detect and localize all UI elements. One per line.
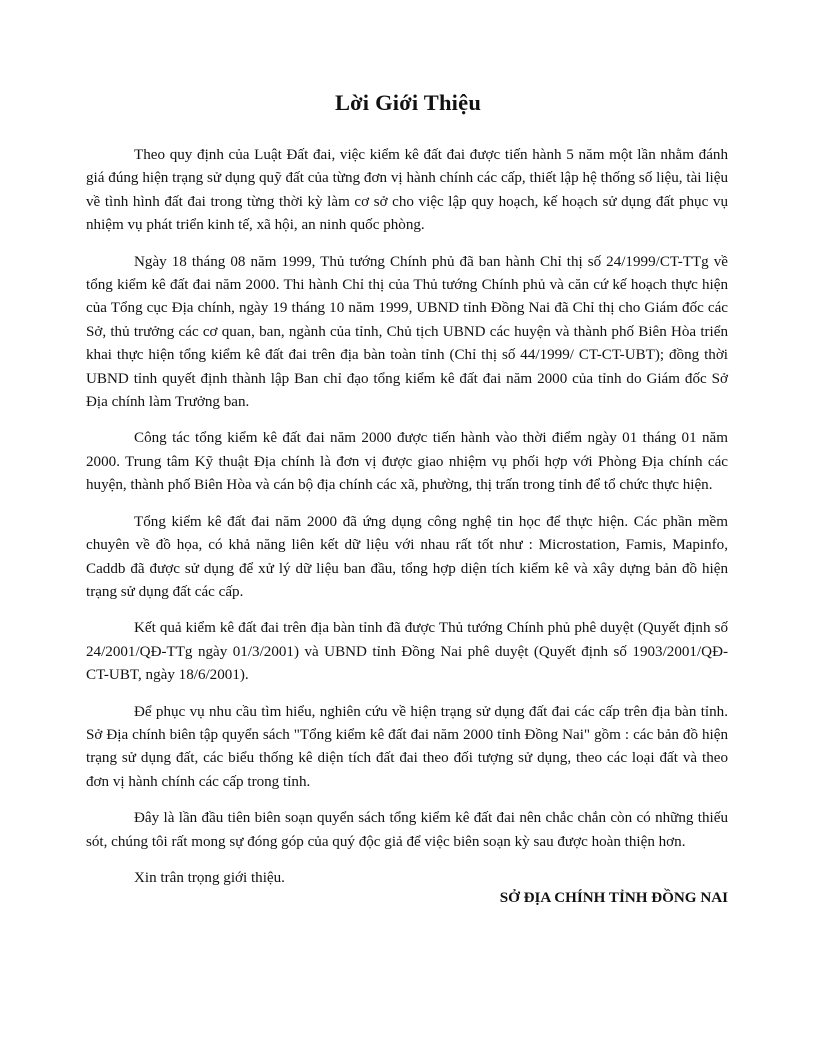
document-body	[86, 144, 728, 903]
paragraph-approval: Kết quả kiểm kê đất đai trên địa bàn tỉnh đã được Thủ tướng Chính phủ phê duyệt (Quyết định số 24/2001/QĐ-TTg ngày 01/3/2001) và UBND tỉnh Đồng Nai phê duyệt (Quyết định số 1903/2001/QĐ-CT-UBT, ngày 18/6/2001).	[86, 620, 728, 684]
paragraph-technology: Tổng kiểm kê đất đai năm 2000 đã ứng dụng công nghệ tin học để thực hiện. Các phần mềm chuyên về đồ họa, có khả năng liên kết dữ liệu với nhau rất tốt như : Microstation, Famis, Mapinfo, Caddb đã được sử dụng để xử lý dữ liệu ban đầu, tổng hợp diện tích kiểm kê và xây dựng bản đồ hiện trạng sử dụng đất các cấp.	[86, 513, 728, 600]
paragraph-feedback: Đây là lần đầu tiên biên soạn quyển sách tổng kiểm kê đất đai nên chắc chắn còn có những thiếu sót, chúng tôi rất mong sự đóng góp của quý độc giả để việc biên soạn kỳ sau được hoàn thiện hơn.	[86, 810, 728, 850]
paragraph-closing: Xin trân trọng giới thiệu.	[134, 869, 285, 886]
paragraph-legal-basis: Theo quy định của Luật Đất đai, việc kiểm kê đất đai được tiến hành 5 năm một lần nhằm đánh giá đúng hiện trạng sử dụng quỹ đất của từng đơn vị hành chính các cấp, thiết lập hệ thống số liệu, tài liệu về tình hình đất đai trong từng thời kỳ làm cơ sở cho việc lập quy hoạch, kế hoạch sử dụng đất phục vụ nhiệm vụ phát triển kinh tế, xã hội, an ninh quốc phòng.	[86, 147, 728, 234]
paragraph-book-contents: Để phục vụ nhu cầu tìm hiểu, nghiên cứu về hiện trạng sử dụng đất đai các cấp trên địa bàn tỉnh. Sở Địa chính biên tập quyển sách "Tổng kiểm kê đất đai năm 2000 tỉnh Đồng Nai" gồm : các bản đồ hiện trạng sử dụng đất, các biểu thống kê diện tích đất đai theo đối tượng sử dụng, theo các loại đất và theo đơn vị hành chính các cấp trong tỉnh.	[86, 703, 728, 790]
paragraph-directive: Ngày 18 tháng 08 năm 1999, Thủ tướng Chính phủ đã ban hành Chỉ thị số 24/1999/CT-TTg về tổng kiểm kê đất đai năm 2000. Thi hành Chỉ thị của Thủ tướng Chính phủ và căn cứ kế hoạch thực hiện của Tổng cục Địa chính, ngày 19 tháng 10 năm 1999, UBND tỉnh Đồng Nai đã Chỉ thị cho Giám đốc các Sở, thủ trưởng các cơ quan, ban, ngành của tỉnh, Chủ tịch UBND các huyện và thành phố Biên Hòa triển khai thực hiện tổng kiểm kê đất đai trên địa bàn toàn tỉnh (Chỉ thị số 44/1999/ CT-CT-UBT); đồng thời UBND tỉnh quyết định thành lập Ban chỉ đạo tổng kiểm kê đất đai năm 2000 của tỉnh do Giám đốc Sở Địa chính làm Trưởng ban.	[86, 253, 728, 411]
paragraph-implementation: Công tác tổng kiểm kê đất đai năm 2000 được tiến hành vào thời điểm ngày 01 tháng 01 năm 2000. Trung tâm Kỹ thuật Địa chính là đơn vị được giao nhiệm vụ phối hợp với Phòng Địa chính các huyện, thành phố Biên Hòa và cán bộ địa chính các xã, phường, thị trấn trong tỉnh để tổ chức thực hiện.	[86, 430, 728, 494]
page-title: Lời Giới Thiệu	[334, 90, 482, 115]
signature: SỞ ĐỊA CHÍNH TỈNH ĐỒNG NAI	[499, 890, 728, 906]
